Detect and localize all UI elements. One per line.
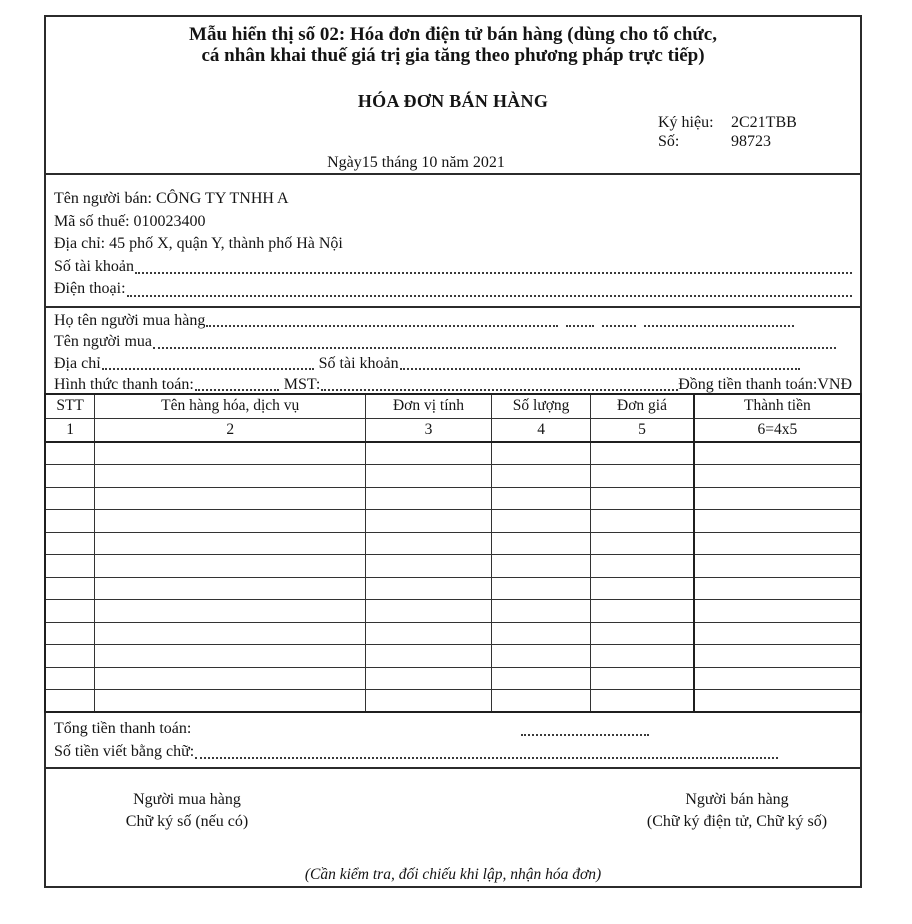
table-row bbox=[45, 690, 861, 713]
table-cell bbox=[694, 690, 861, 713]
table-cell bbox=[491, 600, 591, 623]
items-table-wrap bbox=[46, 393, 860, 715]
table-cell bbox=[366, 622, 492, 645]
dotted-leader bbox=[195, 757, 778, 759]
form-label-line2: cá nhân khai thuế giá trị gia tăng theo phương pháp trực tiếp) bbox=[201, 45, 705, 66]
table-cell bbox=[366, 645, 492, 668]
table-cell bbox=[694, 465, 861, 488]
seller-name-line bbox=[54, 188, 852, 211]
footer-note: (Cần kiểm tra, đối chiếu khi lập, nhận hóa đơn) bbox=[304, 866, 602, 883]
table-cell bbox=[45, 510, 95, 533]
table-cell bbox=[591, 442, 694, 465]
payment-method-label: Hình thức thanh toán: bbox=[54, 375, 194, 393]
table-cell bbox=[491, 690, 591, 713]
buyer-account-label: Số tài khoản bbox=[318, 354, 399, 372]
table-header-cell: Đơn vị tính bbox=[366, 394, 492, 418]
dotted-leader bbox=[321, 389, 678, 391]
buyer-section bbox=[46, 308, 860, 393]
seller-address-value: 45 phố X, quận Y, thành phố Hà Nội bbox=[109, 235, 343, 252]
table-cell bbox=[366, 487, 492, 510]
table-cell bbox=[694, 645, 861, 668]
table-cell bbox=[366, 465, 492, 488]
table-cell bbox=[591, 600, 694, 623]
table-cell bbox=[45, 667, 95, 690]
table-cell bbox=[95, 577, 366, 600]
form-label bbox=[46, 24, 860, 66]
amount-in-words-label: Số tiền viết bằng chữ: bbox=[54, 743, 195, 760]
table-cell bbox=[591, 555, 694, 578]
invoice-number-value: 98723 bbox=[731, 133, 771, 150]
total-amount-label: Tổng tiền thanh toán: bbox=[54, 720, 192, 737]
currency-value: VNĐ bbox=[817, 375, 852, 393]
table-cell bbox=[694, 622, 861, 645]
table-row bbox=[45, 418, 861, 442]
signature-section bbox=[46, 769, 860, 886]
table-cell bbox=[491, 442, 591, 465]
invoice-title: HÓA ĐƠN BÁN HÀNG bbox=[357, 91, 549, 111]
table-cell bbox=[95, 600, 366, 623]
table-header-cell: STT bbox=[45, 394, 95, 418]
seller-signature-sub: (Chữ ký điện tử, Chữ ký số) bbox=[646, 813, 828, 830]
table-cell bbox=[45, 465, 95, 488]
currency-label: Đồng tiền thanh toán: bbox=[678, 375, 818, 393]
table-cell bbox=[95, 510, 366, 533]
table-cell bbox=[694, 577, 861, 600]
table-cell bbox=[366, 532, 492, 555]
buyer-name-line bbox=[54, 331, 852, 352]
items-tbody bbox=[45, 394, 861, 712]
dotted-leader bbox=[602, 325, 636, 327]
table-cell bbox=[491, 577, 591, 600]
buyer-fullname-line bbox=[54, 310, 852, 331]
table-cell bbox=[491, 667, 591, 690]
table-cell bbox=[694, 510, 861, 533]
table-cell bbox=[491, 487, 591, 510]
table-cell bbox=[694, 442, 861, 465]
table-cell: 5 bbox=[591, 418, 694, 442]
table-cell bbox=[491, 645, 591, 668]
seller-account-line bbox=[54, 256, 852, 279]
table-cell bbox=[366, 555, 492, 578]
mst-label: MST: bbox=[283, 375, 321, 393]
table-cell bbox=[366, 600, 492, 623]
table-cell bbox=[45, 600, 95, 623]
table-cell bbox=[491, 465, 591, 488]
table-cell bbox=[45, 555, 95, 578]
table-cell bbox=[45, 577, 95, 600]
seller-section bbox=[46, 175, 860, 308]
table-row bbox=[45, 577, 861, 600]
table-cell bbox=[491, 622, 591, 645]
seller-name-value: CÔNG TY TNHH A bbox=[156, 190, 289, 207]
buyer-fullname-label: Họ tên người mua hàng bbox=[54, 312, 206, 329]
dotted-leader bbox=[195, 389, 279, 391]
dotted-leader bbox=[102, 368, 314, 370]
table-cell bbox=[591, 465, 694, 488]
table-row bbox=[45, 600, 861, 623]
table-cell bbox=[95, 487, 366, 510]
serial-label: Ký hiệu: bbox=[658, 114, 714, 131]
table-cell bbox=[45, 690, 95, 713]
table-cell bbox=[95, 690, 366, 713]
buyer-signature-sub: Chữ ký số (nếu có) bbox=[125, 813, 249, 830]
table-cell bbox=[591, 532, 694, 555]
table-cell bbox=[491, 510, 591, 533]
buyer-signature-block bbox=[92, 789, 282, 833]
table-header-cell: Đơn giá bbox=[591, 394, 694, 418]
serial-value: 2C21TBB bbox=[731, 114, 797, 131]
table-cell bbox=[95, 667, 366, 690]
seller-tax-line bbox=[54, 211, 852, 234]
table-cell bbox=[366, 577, 492, 600]
table-cell bbox=[45, 622, 95, 645]
buyer-address-line bbox=[54, 353, 852, 374]
table-cell bbox=[95, 465, 366, 488]
invoice-meta bbox=[658, 113, 797, 151]
table-row bbox=[45, 465, 861, 488]
table-cell bbox=[694, 667, 861, 690]
table-cell bbox=[95, 532, 366, 555]
seller-address-line bbox=[54, 233, 852, 256]
invoice-number-label: Số: bbox=[658, 133, 680, 150]
seller-tax-label: Mã số thuế: bbox=[54, 212, 134, 230]
buyer-signature-title: Người mua hàng bbox=[133, 791, 241, 808]
table-cell: 1 bbox=[45, 418, 95, 442]
table-cell bbox=[95, 622, 366, 645]
form-label-line1: Mẫu hiển thị số 02: Hóa đơn điện tử bán hàng (dùng cho tổ chức, bbox=[189, 24, 717, 45]
table-row bbox=[45, 487, 861, 510]
table-header-cell: Số lượng bbox=[491, 394, 591, 418]
table-row bbox=[45, 622, 861, 645]
seller-signature-title: Người bán hàng bbox=[685, 791, 789, 808]
table-cell bbox=[366, 690, 492, 713]
table-row bbox=[45, 442, 861, 465]
dotted-leader bbox=[127, 295, 852, 297]
items-table bbox=[44, 393, 862, 713]
totals-section bbox=[46, 715, 860, 769]
table-cell bbox=[366, 510, 492, 533]
table-cell bbox=[591, 645, 694, 668]
table-cell bbox=[491, 555, 591, 578]
table-cell bbox=[591, 510, 694, 533]
invoice-date: Ngày15 tháng 10 năm 2021 bbox=[327, 154, 505, 171]
dotted-leader bbox=[206, 325, 558, 327]
table-cell bbox=[45, 442, 95, 465]
table-cell bbox=[591, 667, 694, 690]
table-header-cell: Tên hàng hóa, dịch vụ bbox=[95, 394, 366, 418]
seller-phone-line bbox=[54, 278, 852, 301]
table-header-cell: Thành tiền bbox=[694, 394, 861, 418]
dotted-leader bbox=[644, 325, 794, 327]
table-cell bbox=[366, 442, 492, 465]
table-cell bbox=[45, 532, 95, 555]
table-cell bbox=[491, 532, 591, 555]
buyer-address-label: Địa chỉ bbox=[54, 354, 101, 372]
seller-phone-label: Điện thoại: bbox=[54, 280, 126, 297]
payment-line bbox=[54, 374, 852, 395]
seller-tax-value: 010023400 bbox=[133, 212, 206, 230]
table-cell bbox=[694, 532, 861, 555]
invoice-header bbox=[46, 17, 860, 175]
table-cell bbox=[95, 645, 366, 668]
table-cell: 6=4x5 bbox=[694, 418, 861, 442]
invoice-document bbox=[44, 15, 862, 888]
seller-signature-block bbox=[612, 789, 862, 833]
dotted-leader bbox=[153, 347, 836, 349]
table-row bbox=[45, 555, 861, 578]
table-cell bbox=[366, 667, 492, 690]
buyer-name-label: Tên người mua bbox=[54, 333, 152, 351]
table-cell bbox=[591, 622, 694, 645]
table-row bbox=[45, 532, 861, 555]
total-amount-line bbox=[54, 717, 852, 740]
amount-in-words-line bbox=[54, 740, 852, 763]
dotted-leader bbox=[566, 325, 594, 327]
table-cell bbox=[591, 577, 694, 600]
seller-account-label: Số tài khoản bbox=[54, 257, 134, 275]
table-row bbox=[45, 510, 861, 533]
table-row bbox=[45, 667, 861, 690]
table-cell bbox=[45, 645, 95, 668]
table-cell bbox=[694, 487, 861, 510]
table-cell: 3 bbox=[366, 418, 492, 442]
seller-name-label: Tên người bán: bbox=[54, 190, 156, 207]
table-cell bbox=[694, 555, 861, 578]
table-cell: 2 bbox=[95, 418, 366, 442]
table-cell bbox=[694, 600, 861, 623]
table-cell bbox=[591, 690, 694, 713]
table-row bbox=[45, 645, 861, 668]
table-row bbox=[45, 394, 861, 418]
dotted-leader bbox=[521, 734, 649, 736]
table-cell bbox=[95, 555, 366, 578]
table-cell bbox=[95, 442, 366, 465]
dotted-leader bbox=[400, 368, 800, 370]
table-cell bbox=[591, 487, 694, 510]
table-cell: 4 bbox=[491, 418, 591, 442]
seller-address-label: Địa chỉ: bbox=[54, 235, 110, 252]
dotted-leader bbox=[135, 272, 852, 274]
table-cell bbox=[45, 487, 95, 510]
